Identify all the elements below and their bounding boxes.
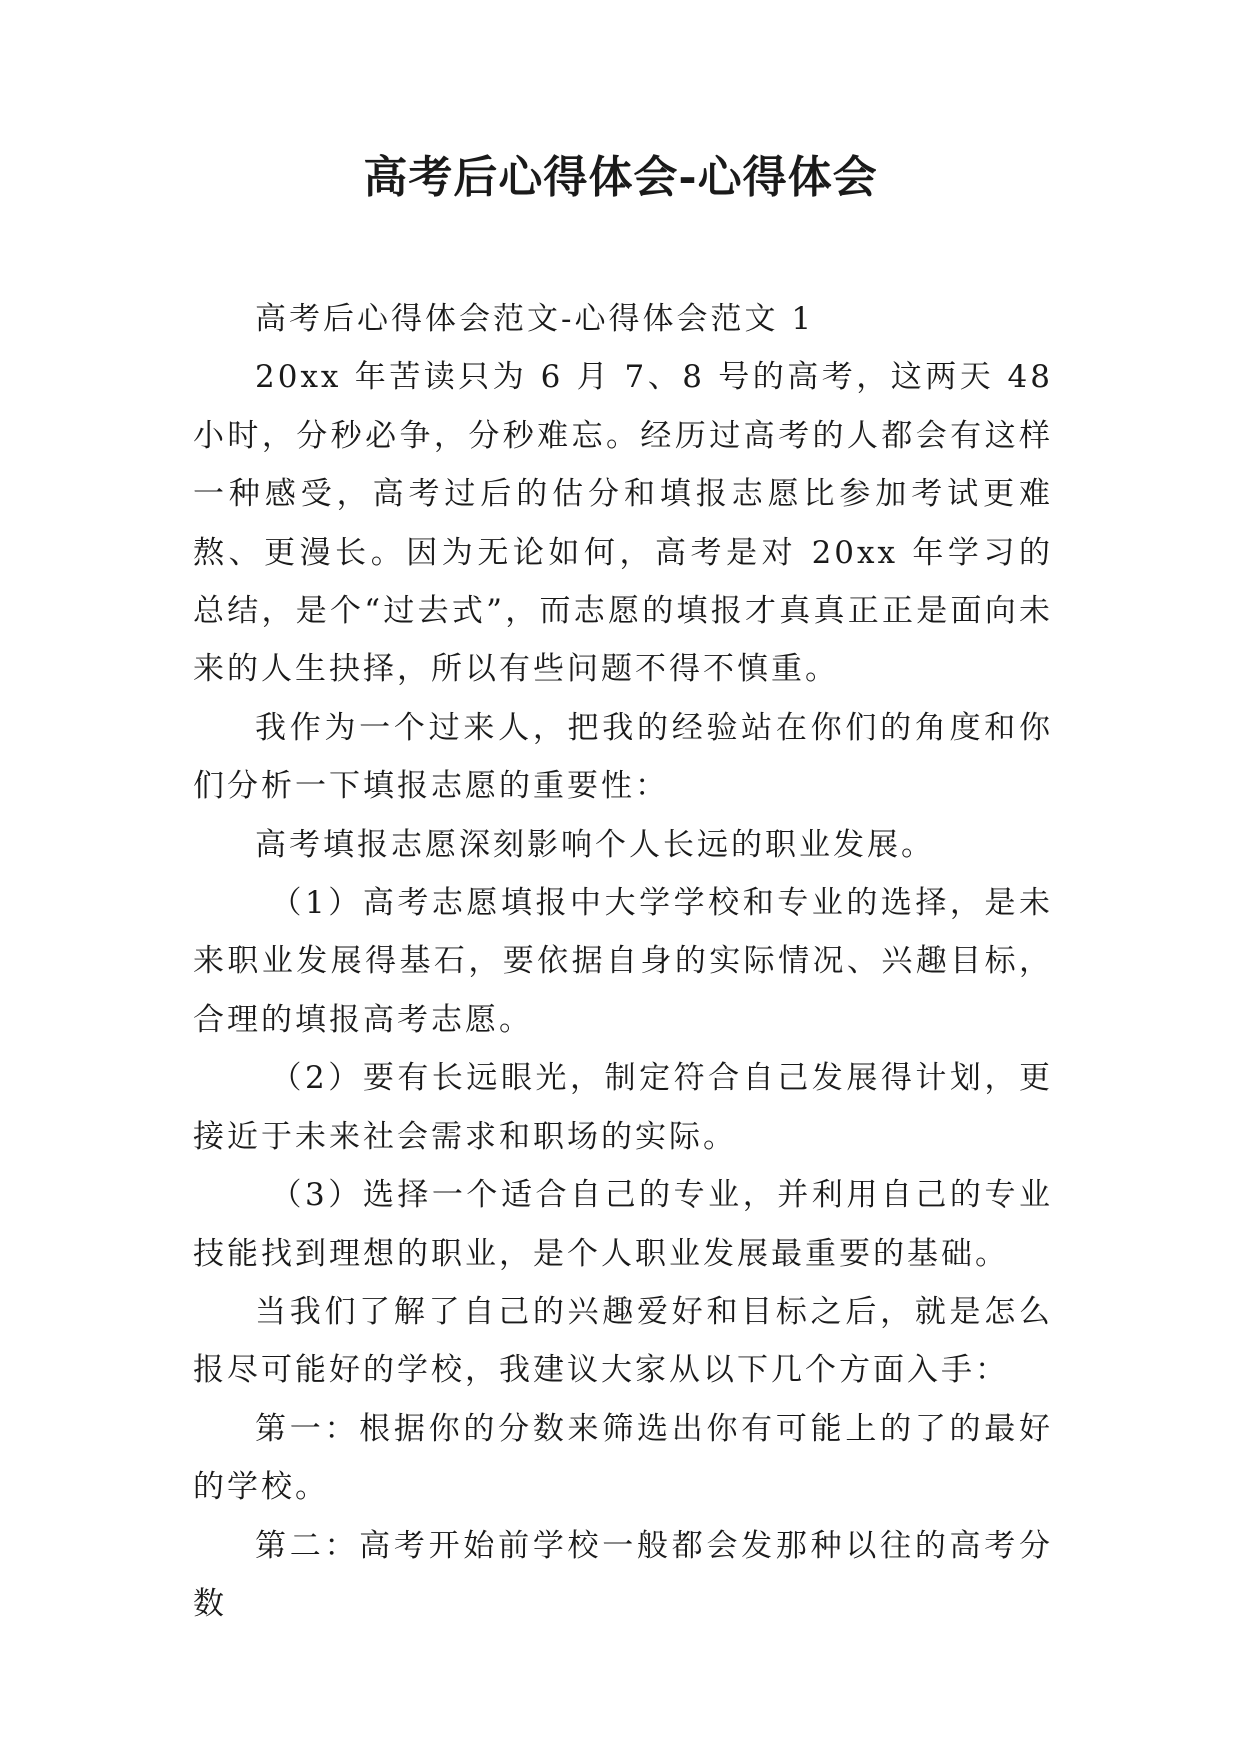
paragraph-subtitle: 高考后心得体会范文-心得体会范文 1: [255, 301, 815, 337]
document-title: 高考后心得体会-心得体会: [363, 152, 878, 203]
paragraph-list-item: （3）选择一个适合自己的专业，并利用自己的专业技能找到理想的职业，是个人职业发展最重要的基础。: [193, 1177, 1053, 1272]
paragraph: 当我们了解了自己的兴趣爱好和目标之后，就是怎么报尽可能好的学校，我建议大家从以下几个方面入手：: [193, 1293, 1053, 1389]
paragraph: 我作为一个过来人，把我的经验站在你们的角度和你们分析一下填报志愿的重要性：: [193, 709, 1053, 805]
paragraph: 20xx 年苦读只为 6 月 7、8 号的高考，这两天 48 小时，分秒必争，分秒难忘。经历过高考的人都会有这样一种感受，高考过后的估分和填报志愿比参加考试更难熬、更漫长。因为无论如何，高考是对 20xx 年学习的总结，是个“过去式”，而志愿的填报才真真正正是面向未来的人生抉择，所以有些问题不得不慎重。: [193, 359, 1053, 688]
paragraph-list-item: （1）高考志愿填报中大学学校和专业的选择，是未来职业发展得基石，要依据自身的实际情况、兴趣目标，合理的填报高考志愿。: [193, 885, 1053, 1038]
paragraph-list-item: （2）要有长远眼光，制定符合自己发展得计划，更接近于未来社会需求和职场的实际。: [193, 1060, 1053, 1155]
document-body: [193, 290, 1053, 1633]
paragraph: 第二：高考开始前学校一般都会发那种以往的高考分数: [193, 1527, 1053, 1622]
paragraph: 高考填报志愿深刻影响个人长远的职业发展。: [255, 826, 935, 863]
paragraph: 第一：根据你的分数来筛选出你有可能上的了的最好的学校。: [193, 1410, 1053, 1506]
